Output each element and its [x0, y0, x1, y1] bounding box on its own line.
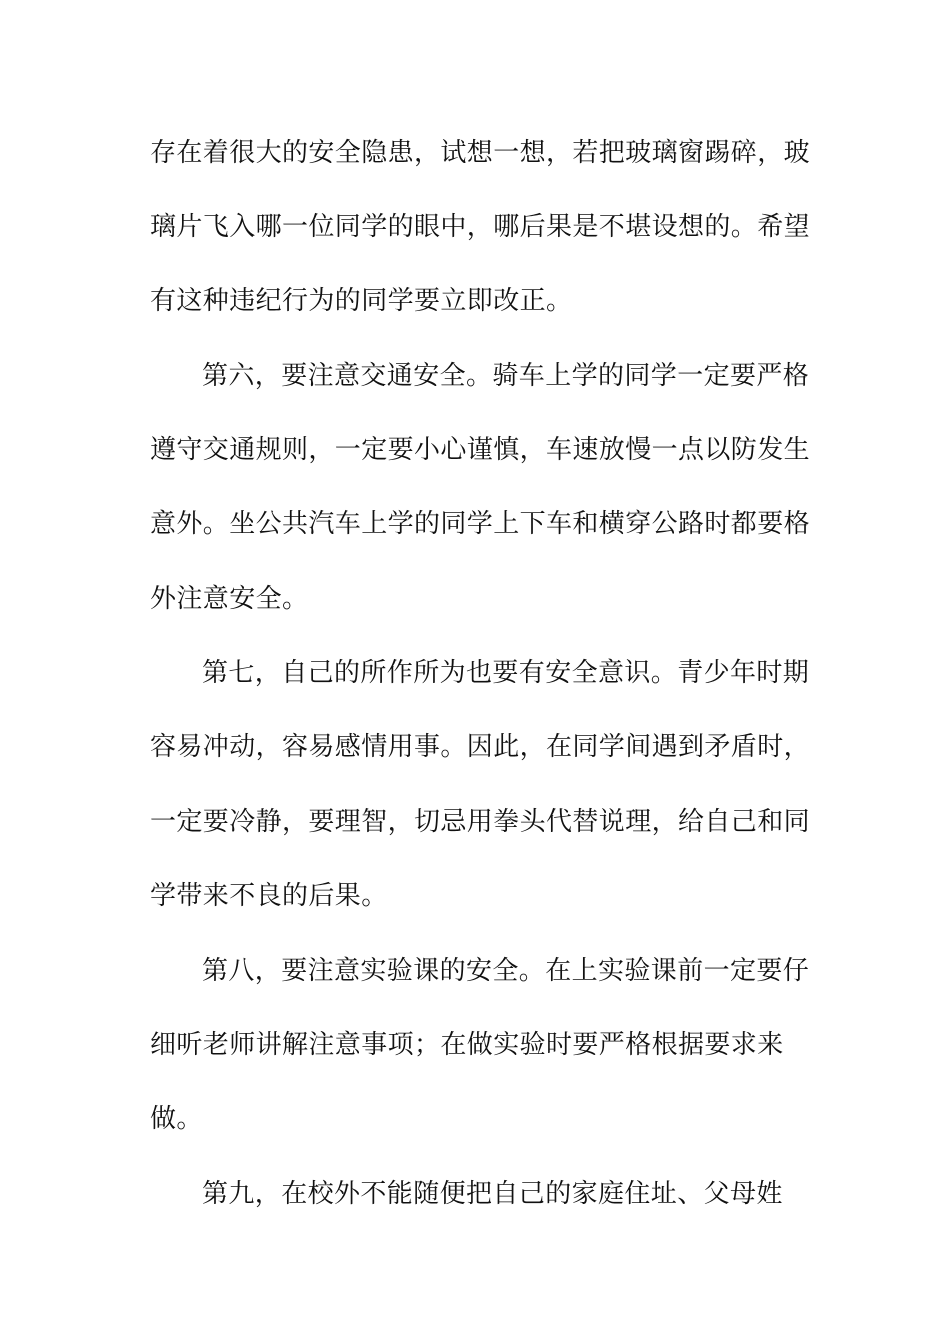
text-line: 学带来不良的后果。 — [150, 881, 388, 911]
paragraph-first-line: 第八，要注意实验课的安全。在上实验课前一定要仔 — [202, 956, 810, 986]
text-line: 有这种违纪行为的同学要立即改正。 — [150, 286, 573, 316]
text-line: 一定要冷静，要理智，切忌用拳头代替说理，给自己和同 — [150, 807, 811, 837]
text-line: 遵守交通规则，一定要小心谨慎，车速放慢一点以防发生 — [150, 435, 811, 465]
paragraph-first-line: 第六，要注意交通安全。骑车上学的同学一定要严格 — [202, 361, 810, 391]
paragraph-first-line: 第九，在校外不能随便把自己的家庭住址、父母姓 — [202, 1179, 783, 1209]
text-line: 细听老师讲解注意事项；在做实验时要严格根据要求来 — [150, 1030, 784, 1060]
text-line: 存在着很大的安全隐患，试想一想，若把玻璃窗踢碎，玻 — [150, 138, 811, 168]
text-line: 外注意安全。 — [150, 584, 309, 614]
text-line: 做。 — [150, 1104, 203, 1134]
text-line: 璃片飞入哪一位同学的眼中，哪后果是不堪设想的。希望 — [150, 212, 811, 242]
text-line: 容易冲动，容易感情用事。因此，在同学间遇到矛盾时， — [150, 732, 811, 762]
text-line: 意外。坐公共汽车上学的同学上下车和横穿公路时都要格 — [150, 509, 811, 539]
paragraph-first-line: 第七，自己的所作所为也要有安全意识。青少年时期 — [202, 658, 810, 688]
